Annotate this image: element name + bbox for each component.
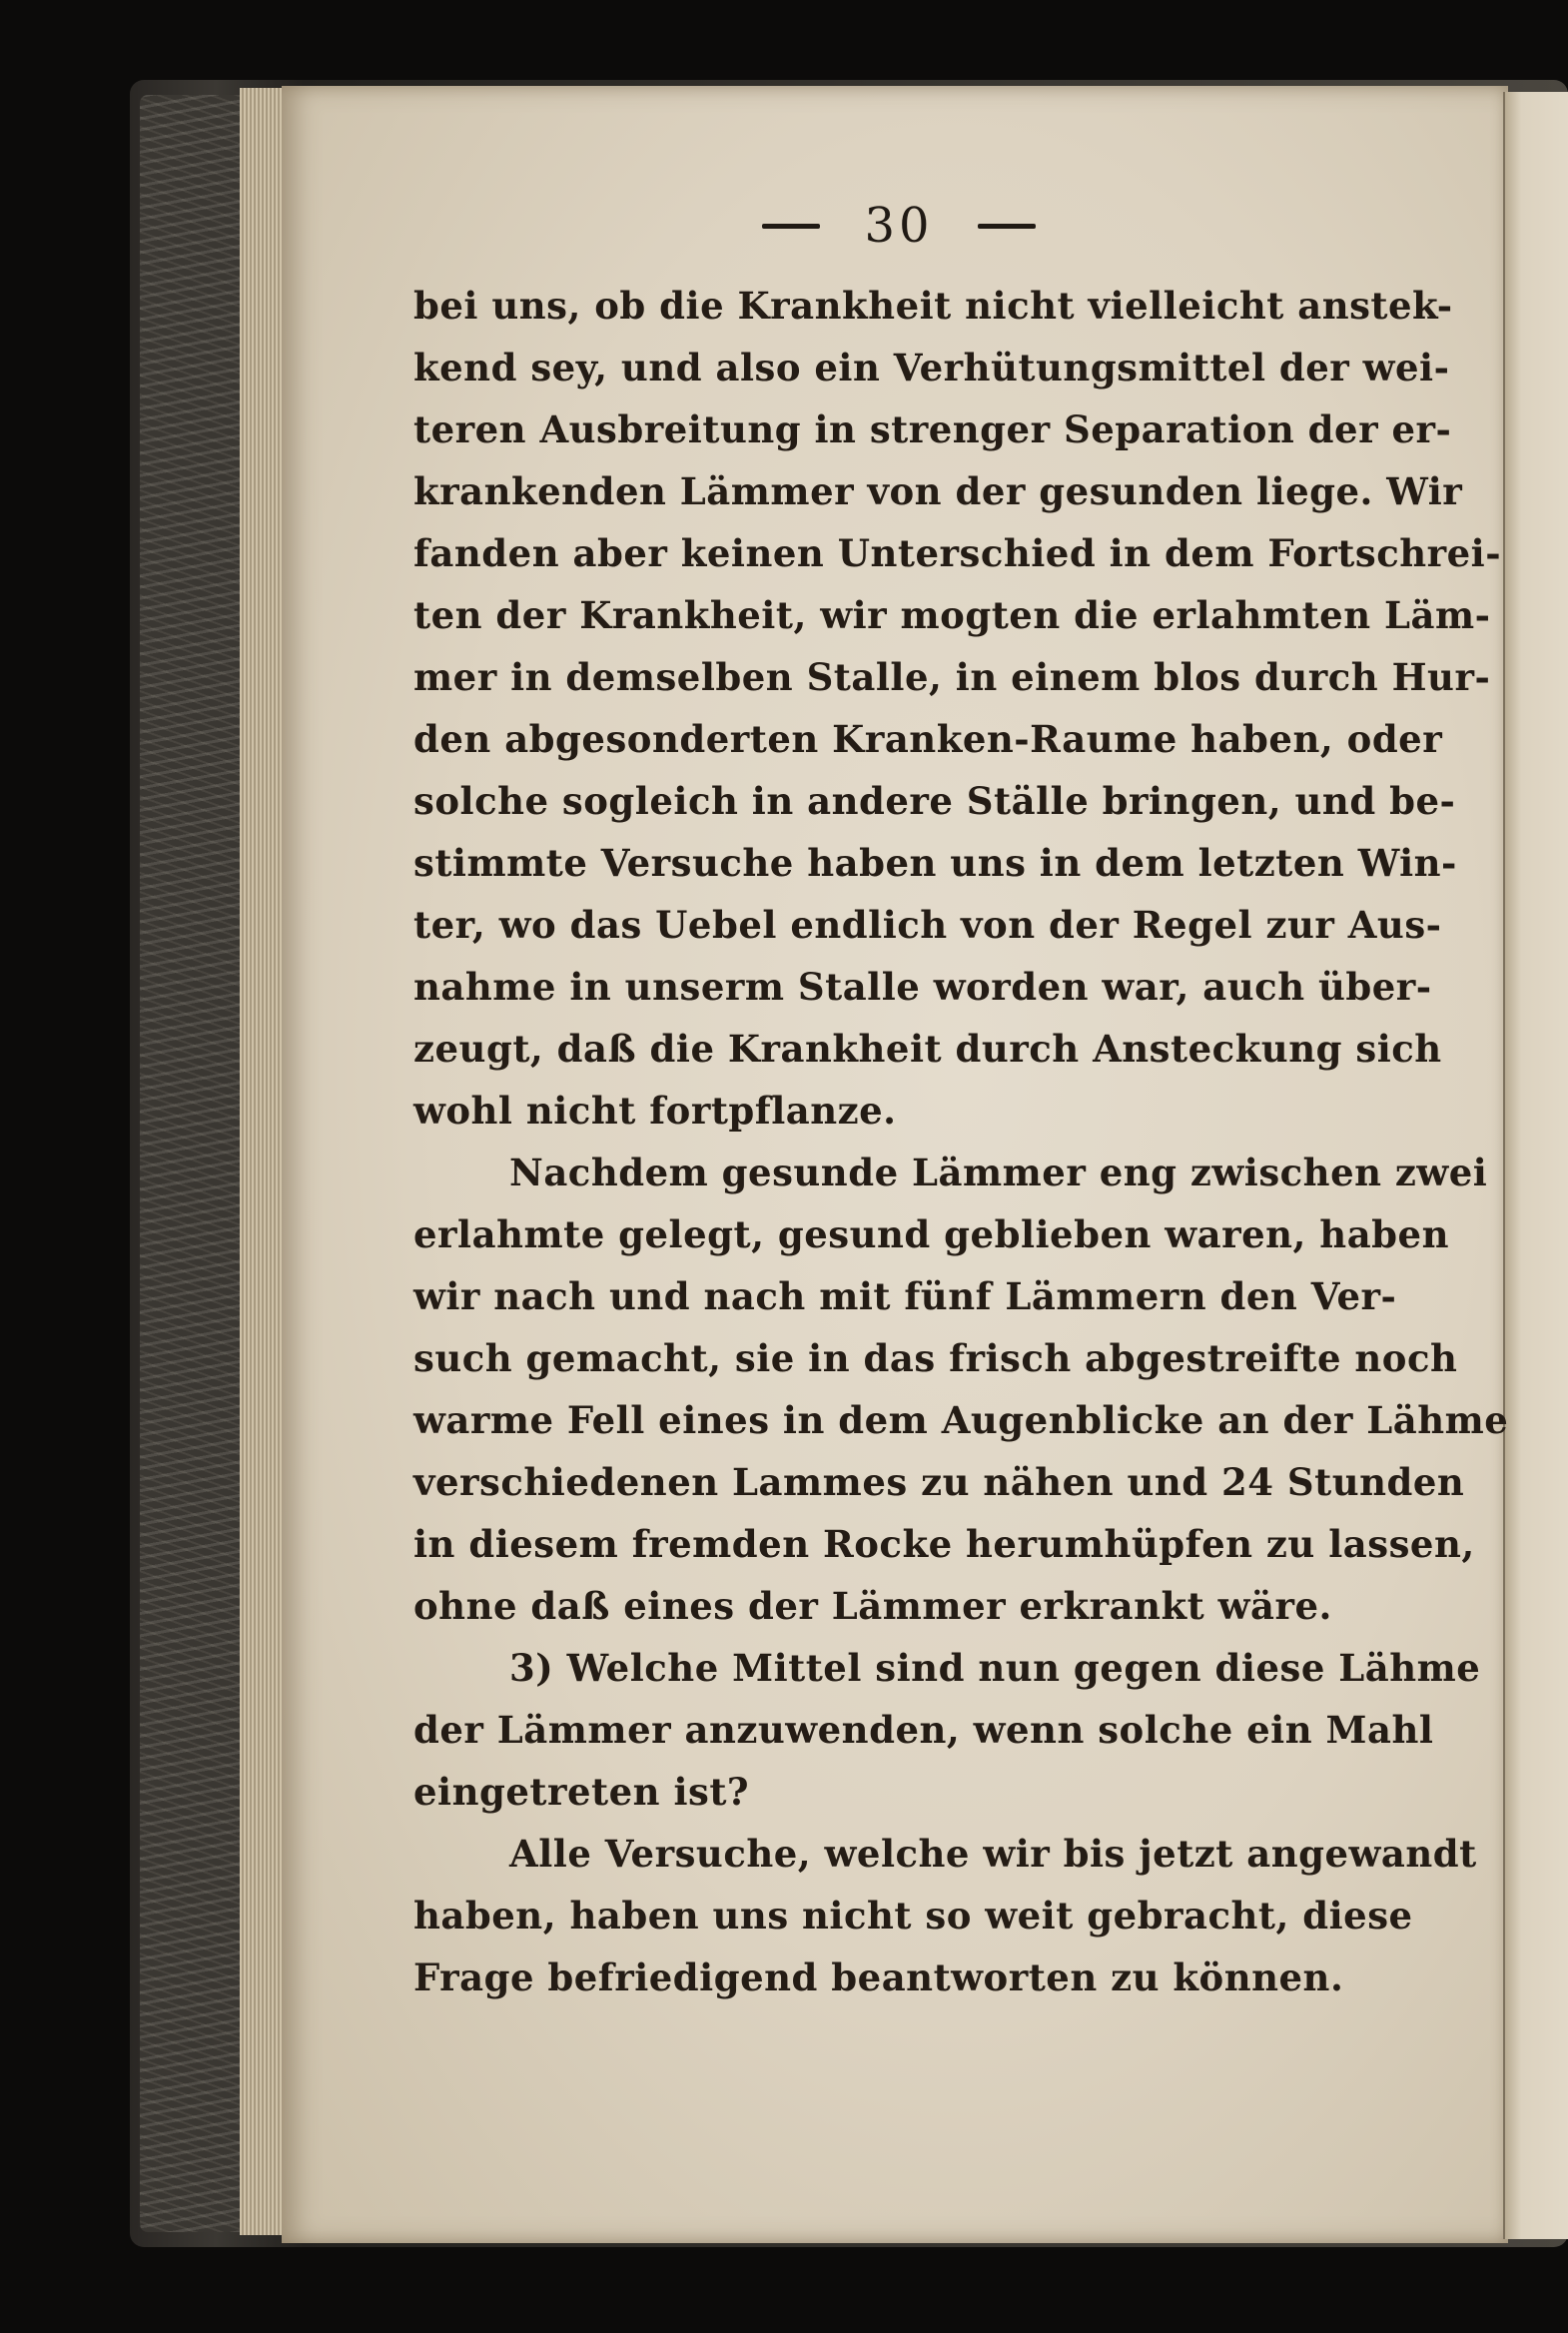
text-line: krankenden Lämmer von der gesunden liege. Wir xyxy=(413,469,1463,513)
text-line: fanden aber keinen Unterschied in dem Fortschrei- xyxy=(413,531,1502,575)
header-dash-left xyxy=(762,224,820,229)
next-page-edge xyxy=(1503,92,1568,2239)
text-line: ten der Krankheit, wir mogten die erlahmten Läm- xyxy=(413,593,1491,637)
page-header xyxy=(739,196,1059,256)
text-line: in diesem fremden Rocke herumhüpfen zu lassen, xyxy=(413,1522,1475,1566)
header-dash-right xyxy=(978,224,1036,229)
text-line: Frage befriedigend beantworten zu können. xyxy=(413,1955,1344,1999)
text-line: bei uns, ob die Krankheit nicht vielleicht anstek- xyxy=(413,284,1453,328)
text-line: Nachdem gesunde Lämmer eng zwischen zwei xyxy=(509,1151,1488,1194)
text-line: verschiedenen Lammes zu nähen und 24 Stunden xyxy=(413,1460,1465,1504)
text-line: Alle Versuche, welche wir bis jetzt angewandt xyxy=(509,1832,1477,1876)
text-line: wir nach und nach mit fünf Lämmern den Ver- xyxy=(413,1274,1397,1318)
text-line: teren Ausbreitung in strenger Separation der er- xyxy=(413,407,1452,451)
text-line: ter, wo das Uebel endlich von der Regel zur Aus- xyxy=(413,903,1442,947)
text-line: stimmte Versuche haben uns in dem letzten Win- xyxy=(413,841,1457,885)
text-line: mer in demselben Stalle, in einem blos durch Hur- xyxy=(413,655,1491,699)
text-line: den abgesonderten Kranken-Raume haben, oder xyxy=(413,717,1443,761)
text-line: ohne daß eines der Lämmer erkrankt wäre. xyxy=(413,1584,1332,1628)
text-line: kend sey, und also ein Verhütungsmittel der wei- xyxy=(413,346,1450,389)
text-line: 3) Welche Mittel sind nun gegen diese Lähme xyxy=(509,1646,1481,1690)
text-line: der Lämmer anzuwenden, wenn solche ein Mahl xyxy=(413,1708,1434,1752)
text-line: such gemacht, sie in das frisch abgestreifte noch xyxy=(413,1336,1458,1380)
text-line: erlahmte gelegt, gesund geblieben waren, haben xyxy=(413,1212,1449,1256)
text-line: nahme in unserm Stalle worden war, auch über- xyxy=(413,965,1432,1009)
text-line: solche sogleich in andere Ställe bringen, und be- xyxy=(413,779,1456,823)
text-line: warme Fell eines in dem Augenblicke an der Lähme xyxy=(413,1398,1509,1442)
page-number: 30 xyxy=(864,198,934,254)
text-line: zeugt, daß die Krankheit durch Ansteckung sich xyxy=(413,1027,1442,1071)
text-line: haben, haben uns nicht so weit gebracht, diese xyxy=(413,1894,1413,1938)
text-line: wohl nicht fortpflanze. xyxy=(413,1089,897,1133)
text-line: eingetreten ist? xyxy=(413,1770,750,1814)
